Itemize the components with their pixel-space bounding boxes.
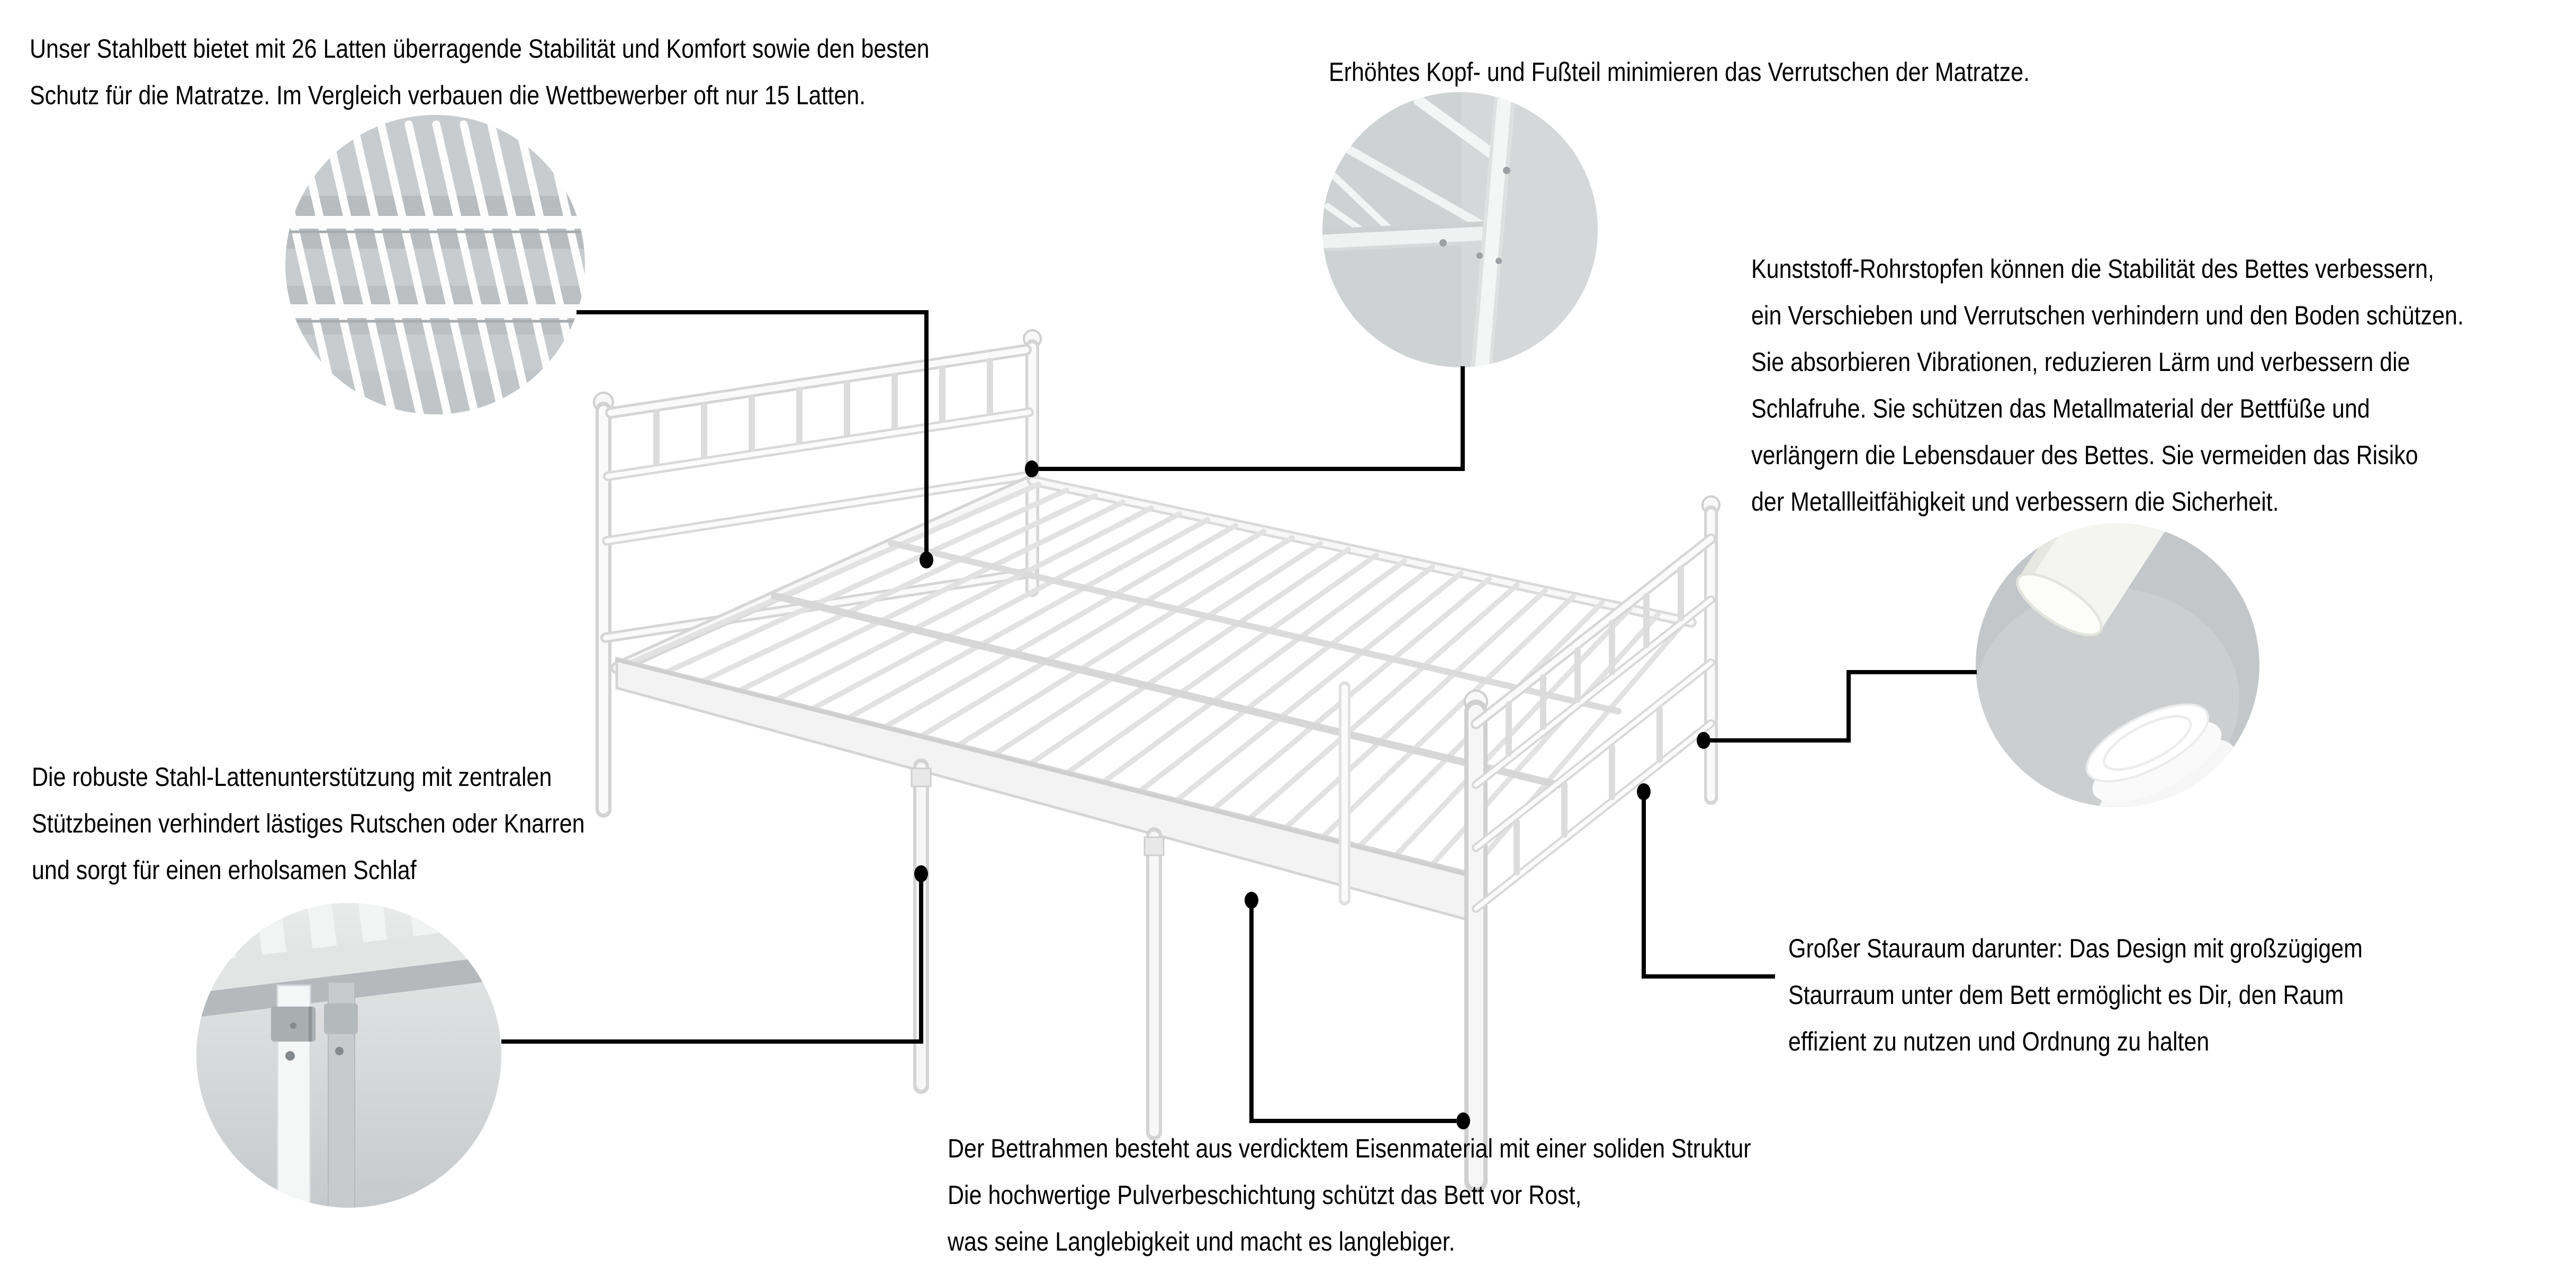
center-support-leg-closeup-photo [179,873,528,1211]
headboard-corner-closeup-photo [1322,92,1598,370]
annotation-pipe-stoppers [1751,246,2464,525]
annotation-line: und sorgt für einen erholsamen Schlaf [32,855,417,885]
annotation-line: Schutz für die Matratze. Im Vergleich verbauen die Wettbewerber oft nur 15 Latten. [30,80,866,110]
annotation-line: Schlafruhe. Sie schützen das Metallmaterial der Bettfüße und [1751,394,2370,423]
callout-line-storage [1644,799,1775,976]
slat-grid-closeup-photo [271,115,613,415]
annotation-line: Der Bettrahmen besteht aus verdicktem Eisenmaterial mit einer soliden Struktur [948,1134,1751,1163]
callout-line-pipe-stoppers [1710,672,1977,740]
annotation-line: was seine Langlebigkeit und macht es langlebiger. [948,1227,1455,1256]
annotation-support-legs [32,754,585,893]
annotation-line: Erhöhtes Kopf- und Fußteil minimieren das Verrutschen der Matratze. [1329,57,2030,87]
annotation-line: der Metallleitfähigkeit und verbessern die Sicherheit. [1751,487,2279,517]
annotation-line: verlängern die Lebensdauer des Bettes. Sie vermeiden das Risiko [1751,440,2418,470]
callout-line-head-foot [1039,366,1463,469]
annotation-frame-material [948,1125,1751,1265]
callout-dot-pipe-stoppers [1697,732,1710,749]
callout-dot-frame-rail [1245,892,1258,909]
callout-dot-slats [920,551,933,568]
annotation-line: Staurraum unter dem Bett ermöglicht es Dir, den Raum [1788,980,2344,1010]
callout-dot-storage [1637,783,1651,800]
annotation-line: Die hochwertige Pulverbeschichtung schützt das Bett vor Rost, [948,1180,1582,1210]
annotation-line: effizient zu nutzen und Ordnung zu halten [1788,1027,2210,1056]
bed-frame-illustration [594,330,1719,1181]
annotation-head-foot [1329,49,2030,95]
annotation-line: Kunststoff-Rohrstopfen können die Stabilität des Bettes verbessern, [1751,254,2434,284]
callout-line-support-legs [501,881,921,1042]
annotation-line: Stützbeinen verhindert lästiges Rutschen oder Knarren [32,809,585,838]
annotation-line: Großer Stauraum darunter: Das Design mit großzügigem [1788,934,2363,963]
callout-dot-head-foot [1025,460,1039,477]
annotation-line: Sie absorbieren Vibrationen, reduzieren Lärm und verbessern die [1751,347,2410,377]
annotation-line: ein Verschieben und Verrutschen verhindern und den Boden schützen. [1751,301,2464,330]
annotation-line: Unser Stahlbett bietet mit 26 Latten überragende Stabilität und Komfort sowie den besten [30,34,930,64]
annotation-slat-count [30,25,930,119]
callout-line-frame-material [1251,907,1456,1123]
callout-dot-support-legs [914,865,928,882]
annotation-line: Die robuste Stahl-Lattenunterstützung mit zentralen [32,762,552,792]
annotation-storage [1788,925,2363,1065]
